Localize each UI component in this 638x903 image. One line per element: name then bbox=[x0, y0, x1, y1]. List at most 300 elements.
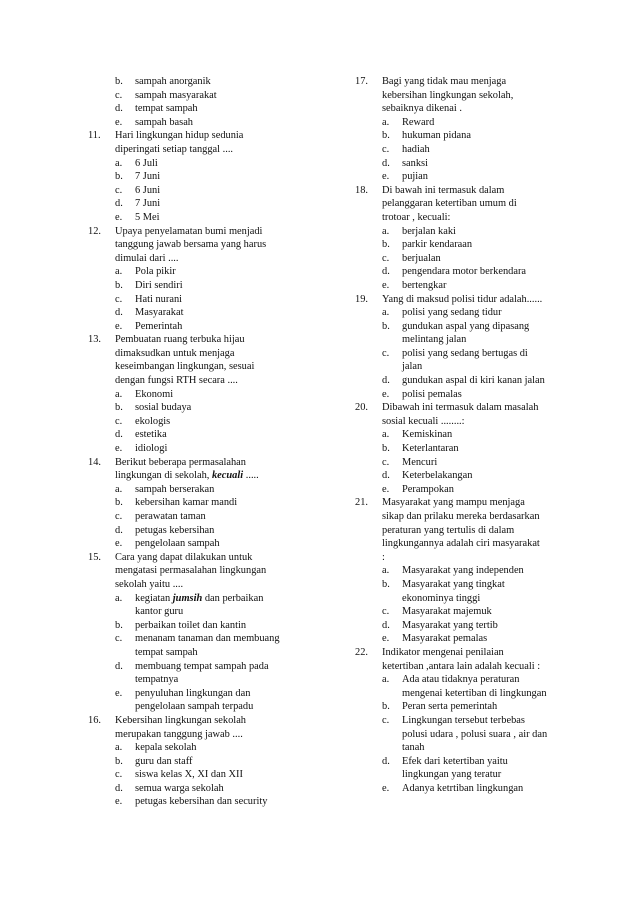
option-text-wrap bbox=[402, 456, 437, 470]
option-text: Masyarakat bbox=[135, 307, 184, 319]
question-line bbox=[355, 496, 577, 510]
option-line bbox=[355, 456, 577, 470]
option-text: semua warga sekolah bbox=[135, 782, 224, 794]
option-text: pengelolaan sampah bbox=[135, 538, 220, 550]
option-text-wrap bbox=[402, 428, 452, 442]
option-text: Perampokan bbox=[402, 483, 454, 495]
option-line bbox=[88, 592, 313, 606]
option-letter: c. bbox=[115, 415, 123, 427]
question-text-wrap bbox=[115, 360, 254, 374]
option-letter: a. bbox=[115, 742, 123, 754]
option-line bbox=[88, 197, 313, 211]
question-text: Upaya penyelamatan bumi menjadi bbox=[115, 225, 263, 237]
option-letter: c. bbox=[115, 633, 123, 645]
option-text: Keterlantaran bbox=[402, 443, 459, 455]
option-letter: d. bbox=[115, 660, 123, 672]
question-number: 19. bbox=[355, 293, 368, 305]
option-text-wrap bbox=[402, 116, 434, 130]
option-text: Adanya ketrtiban lingkungan bbox=[402, 782, 524, 794]
option-letter: e. bbox=[115, 116, 123, 128]
option-letter: e. bbox=[115, 538, 123, 550]
option-text-wrap bbox=[402, 619, 498, 633]
option-line bbox=[355, 388, 577, 402]
option-text-wrap bbox=[135, 768, 243, 782]
option-text: tempat sampah bbox=[135, 646, 198, 658]
option-text: Reward bbox=[402, 116, 435, 128]
question-number: 14. bbox=[88, 456, 101, 468]
option-line bbox=[88, 293, 313, 307]
option-text-continuation bbox=[355, 768, 577, 782]
option-line bbox=[88, 619, 313, 633]
option-text-wrap bbox=[135, 157, 158, 171]
question-text: diperingati setiap tanggal .... bbox=[115, 143, 234, 155]
question-text-wrap bbox=[115, 564, 266, 578]
question-text-continuation bbox=[355, 211, 577, 225]
option-text-wrap bbox=[135, 75, 211, 89]
option-line bbox=[355, 442, 577, 456]
option-letter: d. bbox=[115, 198, 123, 210]
option-letter: c. bbox=[382, 347, 390, 359]
option-letter: a. bbox=[382, 116, 390, 128]
option-text-wrap bbox=[135, 415, 170, 429]
option-letter: d. bbox=[115, 782, 123, 794]
option-line bbox=[88, 184, 313, 198]
option-line bbox=[88, 170, 313, 184]
option-text: gundukan aspal yang dipasang bbox=[402, 320, 530, 332]
option-text-wrap bbox=[135, 388, 173, 402]
question-text: Cara yang dapat dilakukan untuk bbox=[115, 551, 253, 563]
option-line bbox=[355, 225, 577, 239]
option-letter: c. bbox=[382, 714, 390, 726]
option-text-wrap bbox=[135, 306, 183, 320]
option-letter: a. bbox=[115, 483, 123, 495]
option-letter: a. bbox=[382, 429, 390, 441]
question-text-tail: ..... bbox=[243, 470, 259, 482]
option-text-wrap bbox=[135, 197, 160, 211]
option-text: petugas kebersihan bbox=[135, 524, 215, 536]
option-text: kebersihan kamar mandi bbox=[135, 497, 238, 509]
option-letter: a. bbox=[115, 592, 123, 604]
option-text-wrap bbox=[402, 252, 441, 266]
option-letter: d. bbox=[115, 103, 123, 115]
option-text-wrap bbox=[402, 157, 428, 171]
option-line bbox=[88, 279, 313, 293]
option-letter: d. bbox=[382, 470, 390, 482]
option-line bbox=[88, 102, 313, 116]
question-text-wrap bbox=[382, 89, 513, 103]
option-text-wrap bbox=[402, 700, 497, 714]
option-line bbox=[88, 401, 313, 415]
question-number: 11. bbox=[88, 130, 101, 142]
option-letter: e. bbox=[382, 633, 390, 645]
emphasis-text: jumsih bbox=[172, 592, 203, 604]
option-letter: a. bbox=[115, 266, 123, 278]
option-text: kantor guru bbox=[135, 606, 184, 618]
option-text-wrap bbox=[135, 782, 224, 796]
question-number: 22. bbox=[355, 646, 368, 658]
option-letter: c. bbox=[382, 606, 390, 618]
option-text-wrap bbox=[135, 632, 280, 646]
question-text-wrap bbox=[115, 578, 183, 592]
option-text-continuation bbox=[88, 700, 313, 714]
option-letter: e. bbox=[115, 443, 123, 455]
option-text-continuation bbox=[355, 333, 577, 347]
question-text: Berikut beberapa permasalahan bbox=[115, 456, 246, 468]
option-text-wrap bbox=[402, 442, 459, 456]
option-text-wrap bbox=[135, 496, 237, 510]
question-text: sikap dan prilaku mereka berdasarkan bbox=[382, 511, 540, 522]
question-text: lingkungannya adalah ciri masyarakat bbox=[382, 538, 540, 550]
option-text-continuation bbox=[88, 605, 313, 619]
option-text-wrap bbox=[135, 592, 263, 606]
option-text-wrap bbox=[135, 755, 193, 769]
option-letter: a. bbox=[382, 225, 390, 237]
option-text-wrap bbox=[135, 116, 193, 130]
option-text-continuation bbox=[355, 741, 577, 755]
option-line bbox=[88, 741, 313, 755]
option-text: berjualan bbox=[402, 252, 441, 264]
option-text: siswa kelas X, XI dan XII bbox=[135, 769, 243, 781]
question-text: Di bawah ini termasuk dalam bbox=[382, 184, 505, 196]
option-text-continuation bbox=[355, 687, 577, 701]
question-text-continuation bbox=[355, 89, 577, 103]
option-text-wrap bbox=[402, 320, 529, 334]
option-letter: c. bbox=[382, 143, 390, 155]
option-letter: b. bbox=[382, 239, 390, 251]
option-line bbox=[355, 700, 577, 714]
option-text: menanam tanaman dan membuang bbox=[135, 633, 280, 645]
option-letter: d. bbox=[115, 429, 123, 441]
option-letter: d. bbox=[115, 307, 123, 319]
option-text-wrap bbox=[135, 442, 167, 456]
option-letter: b. bbox=[115, 402, 123, 414]
option-letter: d. bbox=[382, 619, 390, 631]
option-letter: a. bbox=[382, 307, 390, 319]
question-text: tanggung jawab bersama yang harus bbox=[115, 239, 267, 251]
question-text-continuation bbox=[355, 551, 577, 565]
question-line bbox=[88, 129, 313, 143]
option-letter: b. bbox=[115, 619, 123, 631]
option-letter: e. bbox=[382, 483, 390, 495]
option-text-wrap bbox=[135, 184, 160, 198]
option-letter: b. bbox=[115, 171, 123, 183]
option-line bbox=[88, 211, 313, 225]
option-text: Hati nurani bbox=[135, 293, 183, 305]
option-text-wrap bbox=[135, 687, 250, 701]
question-line bbox=[88, 225, 313, 239]
option-text-continuation bbox=[88, 673, 313, 687]
question-text: trotoar , kecuali: bbox=[382, 211, 451, 223]
option-line bbox=[355, 143, 577, 157]
question-text-continuation bbox=[355, 197, 577, 211]
option-text: Kemiskinan bbox=[402, 429, 453, 441]
option-letter: c. bbox=[115, 769, 123, 781]
question-text-wrap bbox=[115, 347, 234, 361]
option-text: tanah bbox=[402, 742, 425, 754]
option-letter: e. bbox=[382, 782, 390, 794]
question-line bbox=[355, 184, 577, 198]
option-text: sampah berserakan bbox=[135, 483, 215, 495]
option-line bbox=[88, 510, 313, 524]
option-text: ekonominya tinggi bbox=[402, 592, 481, 604]
option-line bbox=[355, 564, 577, 578]
option-letter: e. bbox=[115, 320, 123, 332]
option-line bbox=[88, 306, 313, 320]
option-text-wrap bbox=[402, 306, 502, 320]
option-line bbox=[88, 157, 313, 171]
option-text-wrap bbox=[135, 741, 196, 755]
option-text-wrap bbox=[135, 320, 182, 334]
question-text-wrap bbox=[115, 143, 233, 157]
question-text: Kebersihan lingkungan sekolah bbox=[115, 714, 247, 726]
option-text: pengelolaan sampah terpadu bbox=[135, 701, 254, 713]
option-text-wrap bbox=[402, 129, 471, 143]
option-text: pengendara motor berkendara bbox=[402, 266, 527, 278]
option-line bbox=[88, 89, 313, 103]
option-line bbox=[88, 524, 313, 538]
question-number: 18. bbox=[355, 184, 368, 196]
option-letter: a. bbox=[382, 565, 390, 577]
option-text-continuation bbox=[88, 646, 313, 660]
option-text-continuation bbox=[355, 592, 577, 606]
question-text-continuation bbox=[355, 415, 577, 429]
option-text: parkir kendaraan bbox=[402, 239, 473, 251]
option-text: Masyarakat yang tertib bbox=[402, 619, 498, 631]
option-text: perbaikan toilet dan kantin bbox=[135, 619, 247, 631]
option-text: idiologi bbox=[135, 443, 168, 455]
option-line bbox=[355, 116, 577, 130]
option-letter: a. bbox=[115, 157, 123, 169]
option-text: sampah anorganik bbox=[135, 76, 211, 87]
emphasis-text: kecuali bbox=[211, 470, 244, 482]
question-number: 12. bbox=[88, 225, 101, 237]
option-line bbox=[88, 320, 313, 334]
option-letter: d. bbox=[382, 755, 390, 767]
option-text-wrap bbox=[402, 564, 524, 578]
option-letter: c. bbox=[382, 252, 390, 264]
question-text-continuation bbox=[355, 102, 577, 116]
question-number: 15. bbox=[88, 551, 101, 563]
option-text-wrap bbox=[402, 143, 430, 157]
option-text: Mencuri bbox=[402, 456, 438, 468]
option-letter: e. bbox=[115, 211, 123, 223]
option-text: mengenai ketertiban di lingkungan bbox=[402, 687, 547, 699]
option-text: tempatnya bbox=[135, 674, 179, 686]
question-text-wrap bbox=[382, 551, 385, 565]
option-line bbox=[88, 768, 313, 782]
option-text-wrap bbox=[135, 428, 167, 442]
question-text: Pembuatan ruang terbuka hijau bbox=[115, 334, 245, 346]
question-text-wrap bbox=[382, 102, 462, 116]
option-text: gundukan aspal di kiri kanan jalan bbox=[402, 375, 545, 387]
option-letter: c. bbox=[115, 293, 123, 305]
option-text-wrap bbox=[135, 279, 183, 293]
option-text-tail: dan perbaikan bbox=[202, 592, 264, 604]
question-text-continuation bbox=[88, 252, 313, 266]
question-text-continuation bbox=[88, 360, 313, 374]
question-line bbox=[88, 551, 313, 565]
option-line bbox=[88, 442, 313, 456]
option-letter: b. bbox=[115, 755, 123, 767]
question-line bbox=[88, 714, 313, 728]
option-letter: d. bbox=[382, 375, 390, 387]
option-text-wrap bbox=[135, 170, 160, 184]
question-text: sekolah yaitu .... bbox=[115, 578, 184, 590]
option-text-wrap bbox=[402, 578, 505, 592]
option-text-wrap bbox=[135, 524, 214, 538]
question-text: ketertiban ,antara lain adalah kecuali : bbox=[382, 660, 541, 672]
question-text: peraturan yang tertulis di dalam bbox=[382, 524, 515, 536]
option-text: Ekonomi bbox=[135, 388, 174, 400]
option-line bbox=[355, 374, 577, 388]
option-text-wrap bbox=[402, 755, 508, 769]
option-text-wrap bbox=[402, 170, 428, 184]
option-text-wrap bbox=[135, 211, 160, 225]
left-column bbox=[88, 75, 313, 809]
question-text-continuation bbox=[88, 578, 313, 592]
option-text-wrap bbox=[135, 483, 214, 497]
option-line bbox=[88, 782, 313, 796]
option-text-wrap bbox=[402, 265, 526, 279]
question-line bbox=[88, 456, 313, 470]
option-text-wrap bbox=[402, 782, 523, 796]
option-text: bertengkar bbox=[402, 279, 447, 291]
option-letter: b. bbox=[382, 130, 390, 142]
option-text: Masyarakat yang tingkat bbox=[402, 578, 505, 590]
option-line bbox=[355, 170, 577, 184]
question-number: 16. bbox=[88, 714, 101, 726]
option-line bbox=[355, 755, 577, 769]
option-letter: a. bbox=[115, 388, 123, 400]
option-text-wrap bbox=[135, 265, 176, 279]
option-letter: b. bbox=[115, 76, 123, 87]
question-text: kebersihan lingkungan sekolah, bbox=[382, 89, 514, 101]
option-text-wrap bbox=[402, 225, 456, 239]
option-text: Pola pikir bbox=[135, 266, 176, 278]
option-line bbox=[88, 483, 313, 497]
question-text-wrap bbox=[115, 238, 266, 252]
option-text: Masyarakat yang independen bbox=[402, 565, 524, 577]
question-text-wrap bbox=[382, 197, 517, 211]
question-text: sebaiknya dikenai . bbox=[382, 103, 462, 115]
option-line bbox=[88, 660, 313, 674]
option-text-wrap bbox=[135, 537, 220, 551]
option-text-wrap bbox=[402, 483, 454, 497]
option-line bbox=[88, 795, 313, 809]
option-text-wrap bbox=[135, 660, 269, 674]
option-line bbox=[88, 755, 313, 769]
option-text: ekologis bbox=[135, 415, 171, 427]
option-text: sampah masyarakat bbox=[135, 89, 217, 101]
option-letter: b. bbox=[382, 443, 390, 455]
option-letter: b. bbox=[382, 701, 390, 713]
option-line bbox=[355, 238, 577, 252]
question-text-wrap bbox=[115, 728, 243, 742]
question-text-continuation bbox=[355, 660, 577, 674]
question-text: pelanggaran ketertiban umum di bbox=[382, 198, 517, 210]
option-text: polusi udara , polusi suara , air dan bbox=[402, 728, 548, 740]
option-text: tempat sampah bbox=[135, 103, 198, 115]
option-text: Masyarakat majemuk bbox=[402, 606, 492, 618]
question-text-wrap bbox=[382, 537, 540, 551]
option-letter: e. bbox=[382, 279, 390, 291]
question-text-continuation bbox=[355, 510, 577, 524]
option-line bbox=[88, 632, 313, 646]
option-text: lingkungan yang teratur bbox=[402, 769, 502, 781]
question-text: Hari lingkungan hidup sedunia bbox=[115, 130, 244, 142]
question-text: merupakan tanggung jawab .... bbox=[115, 728, 243, 740]
question-text-wrap bbox=[115, 252, 179, 266]
option-line bbox=[88, 496, 313, 510]
option-line bbox=[88, 415, 313, 429]
question-text: Masyarakat yang mampu menjaga bbox=[382, 497, 525, 509]
option-letter: a. bbox=[382, 674, 390, 686]
question-text: : bbox=[382, 551, 385, 563]
question-text-wrap bbox=[115, 469, 259, 483]
option-letter: b. bbox=[115, 497, 123, 509]
question-text: Bagi yang tidak mau menjaga bbox=[382, 76, 507, 87]
option-text: Keterbelakangan bbox=[402, 470, 473, 482]
option-line bbox=[355, 265, 577, 279]
option-text-wrap bbox=[402, 238, 472, 252]
option-line bbox=[88, 388, 313, 402]
option-letter: b. bbox=[382, 578, 390, 590]
option-text-wrap bbox=[402, 714, 525, 728]
option-line bbox=[355, 714, 577, 728]
question-line bbox=[355, 646, 577, 660]
option-text-wrap bbox=[402, 673, 519, 687]
question-text-continuation bbox=[88, 347, 313, 361]
option-line bbox=[355, 428, 577, 442]
option-text: melintang jalan bbox=[402, 334, 467, 346]
option-text: sosial budaya bbox=[135, 402, 192, 414]
option-text: polisi yang sedang tidur bbox=[402, 307, 502, 319]
option-letter: d. bbox=[382, 157, 390, 169]
option-text: Masyarakat pemalas bbox=[402, 633, 488, 645]
option-text: Diri sendiri bbox=[135, 279, 183, 291]
question-text-continuation bbox=[88, 374, 313, 388]
question-line bbox=[355, 75, 577, 89]
question-text-wrap bbox=[382, 660, 540, 674]
option-text-wrap bbox=[402, 388, 462, 402]
question-text: Indikator mengenai penilaian bbox=[382, 646, 504, 658]
option-letter: e. bbox=[382, 388, 390, 400]
question-text: lingkungan di sekolah, bbox=[115, 470, 210, 482]
question-line bbox=[88, 333, 313, 347]
option-letter: e. bbox=[115, 796, 123, 808]
option-text-wrap bbox=[402, 605, 492, 619]
question-number: 20. bbox=[355, 402, 368, 414]
question-text-continuation bbox=[355, 524, 577, 538]
question-text-wrap bbox=[382, 211, 450, 225]
option-letter: e. bbox=[115, 687, 123, 699]
question-text-wrap bbox=[115, 374, 238, 388]
question-text: dengan fungsi RTH secara .... bbox=[115, 375, 238, 387]
option-line bbox=[88, 687, 313, 701]
option-text: estetika bbox=[135, 429, 167, 441]
option-line bbox=[355, 157, 577, 171]
option-line bbox=[88, 428, 313, 442]
option-text-wrap bbox=[402, 632, 487, 646]
option-text: kepala sekolah bbox=[135, 742, 197, 754]
option-text: petugas kebersihan dan security bbox=[135, 796, 268, 808]
option-line bbox=[355, 279, 577, 293]
option-text-wrap bbox=[135, 102, 198, 116]
option-text: 7 Juni bbox=[135, 198, 161, 210]
question-number: 17. bbox=[355, 76, 368, 87]
option-text-wrap bbox=[402, 347, 528, 361]
option-text: Pemerintah bbox=[135, 320, 183, 332]
